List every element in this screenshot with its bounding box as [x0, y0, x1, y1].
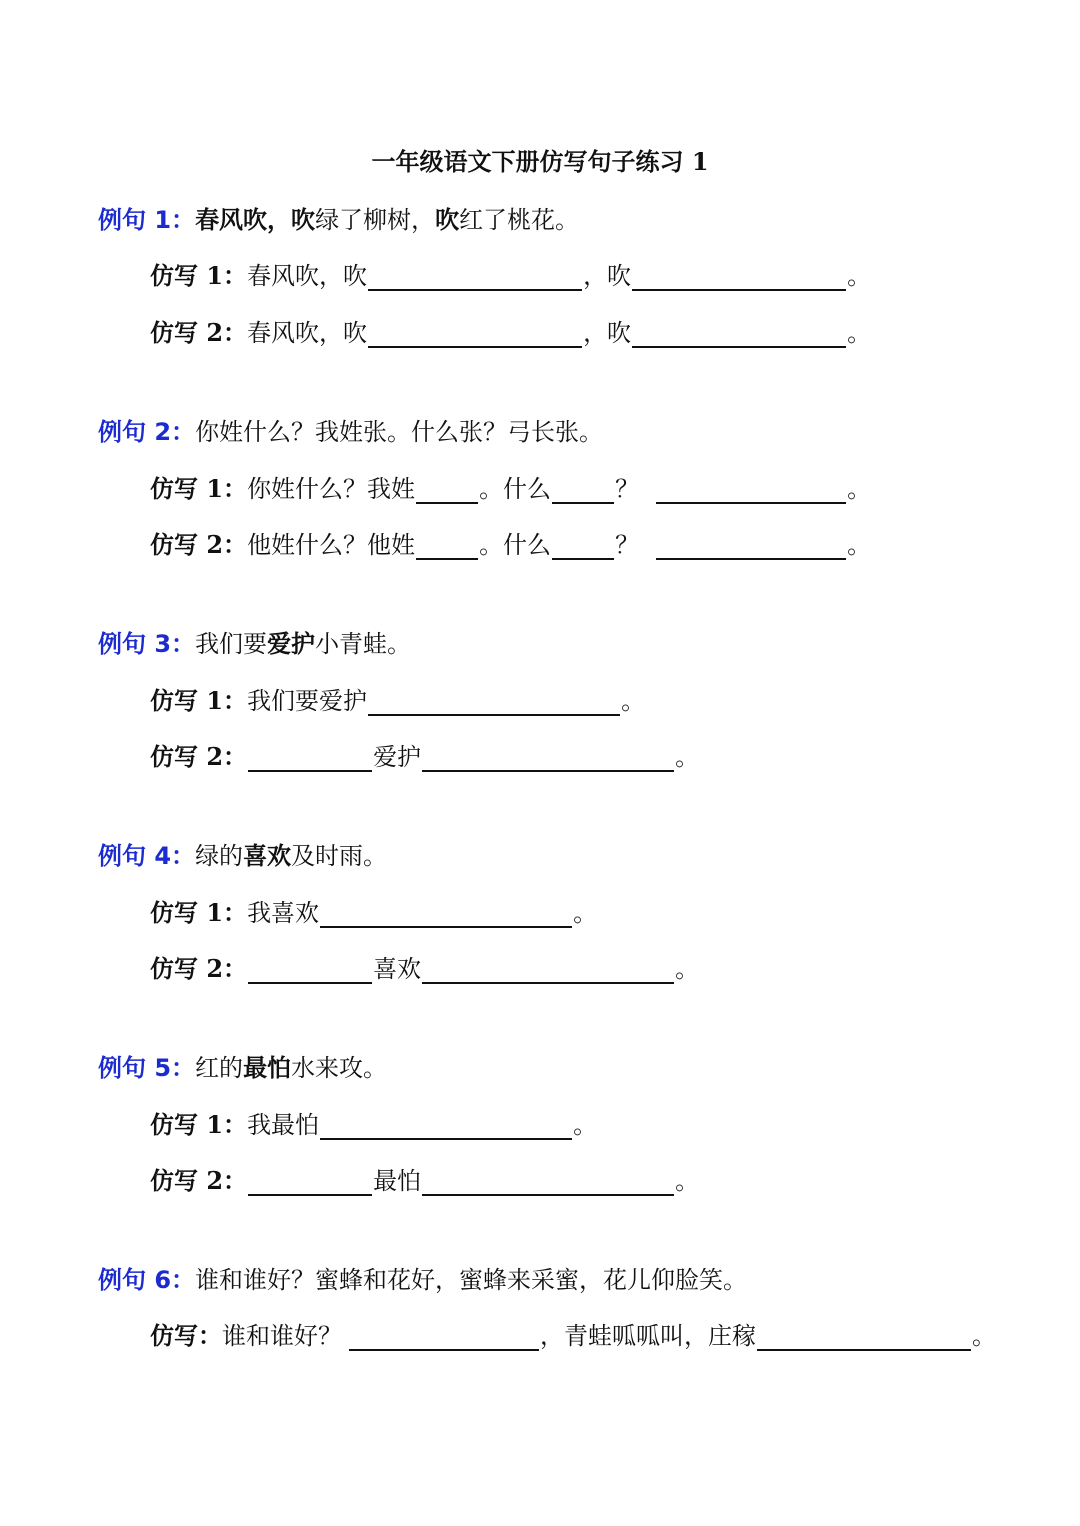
practice-4-2: 仿写 2： 喜欢 。	[150, 954, 700, 983]
example-label: 例句 3：	[98, 630, 196, 658]
practice-3-2: 仿写 2： 爱护 。	[150, 742, 700, 771]
answer-blank[interactable]	[368, 324, 582, 348]
answer-blank[interactable]	[757, 1327, 971, 1351]
example-4: 例句 4：绿的喜欢及时雨。	[98, 841, 388, 870]
answer-blank[interactable]	[320, 1116, 572, 1140]
worksheet-title: 一年级语文下册仿写句子练习 1	[371, 147, 709, 176]
practice-2-2: 仿写 2： 他姓什么？他姓 。什么 ？ 。	[150, 530, 872, 559]
answer-blank[interactable]	[368, 692, 620, 716]
example-label: 例句 4：	[98, 842, 196, 870]
example-2: 例句 2：你姓什么？我姓张。什么张？弓长张。	[98, 418, 604, 446]
example-label: 例句 1：	[98, 206, 196, 234]
example-label: 例句 6：	[98, 1266, 196, 1294]
practice-4-1: 仿写 1： 我喜欢 。	[150, 898, 598, 927]
practice-2-1: 仿写 1： 你姓什么？我姓 。什么 ？ 。	[150, 474, 872, 503]
answer-blank[interactable]	[552, 536, 614, 560]
answer-blank[interactable]	[422, 1172, 674, 1196]
practice-6: 仿写： 谁和谁好？ ，青蛙呱呱叫，庄稼 。	[150, 1321, 996, 1350]
answer-blank[interactable]	[422, 960, 674, 984]
answer-blank[interactable]	[416, 480, 478, 504]
practice-1-1: 仿写 1： 春风吹，吹 ，吹 。	[150, 261, 872, 290]
example-label: 例句 2：	[98, 418, 196, 446]
answer-blank[interactable]	[248, 960, 372, 984]
example-1: 例句 1：春风吹，吹绿了柳树，吹红了桃花。	[98, 205, 580, 234]
answer-blank[interactable]	[632, 324, 846, 348]
practice-5-1: 仿写 1： 我最怕 。	[150, 1110, 598, 1139]
answer-blank[interactable]	[248, 748, 372, 772]
example-6: 例句 6：谁和谁好？蜜蜂和花好，蜜蜂来采蜜，花儿仰脸笑。	[98, 1266, 748, 1294]
answer-blank[interactable]	[656, 536, 846, 560]
answer-blank[interactable]	[416, 536, 478, 560]
practice-3-1: 仿写 1： 我们要爱护 。	[150, 686, 646, 715]
example-label: 例句 5：	[98, 1054, 196, 1082]
answer-blank[interactable]	[368, 267, 582, 291]
answer-blank[interactable]	[248, 1172, 372, 1196]
answer-blank[interactable]	[632, 267, 846, 291]
example-3: 例句 3：我们要爱护小青蛙。	[98, 629, 412, 658]
example-5: 例句 5：红的最怕水来攻。	[98, 1053, 388, 1082]
answer-blank[interactable]	[320, 904, 572, 928]
answer-blank[interactable]	[349, 1327, 539, 1351]
answer-blank[interactable]	[656, 480, 846, 504]
answer-blank[interactable]	[552, 480, 614, 504]
practice-1-2: 仿写 2： 春风吹，吹 ，吹 。	[150, 318, 872, 347]
answer-blank[interactable]	[422, 748, 674, 772]
practice-5-2: 仿写 2： 最怕 。	[150, 1166, 700, 1195]
